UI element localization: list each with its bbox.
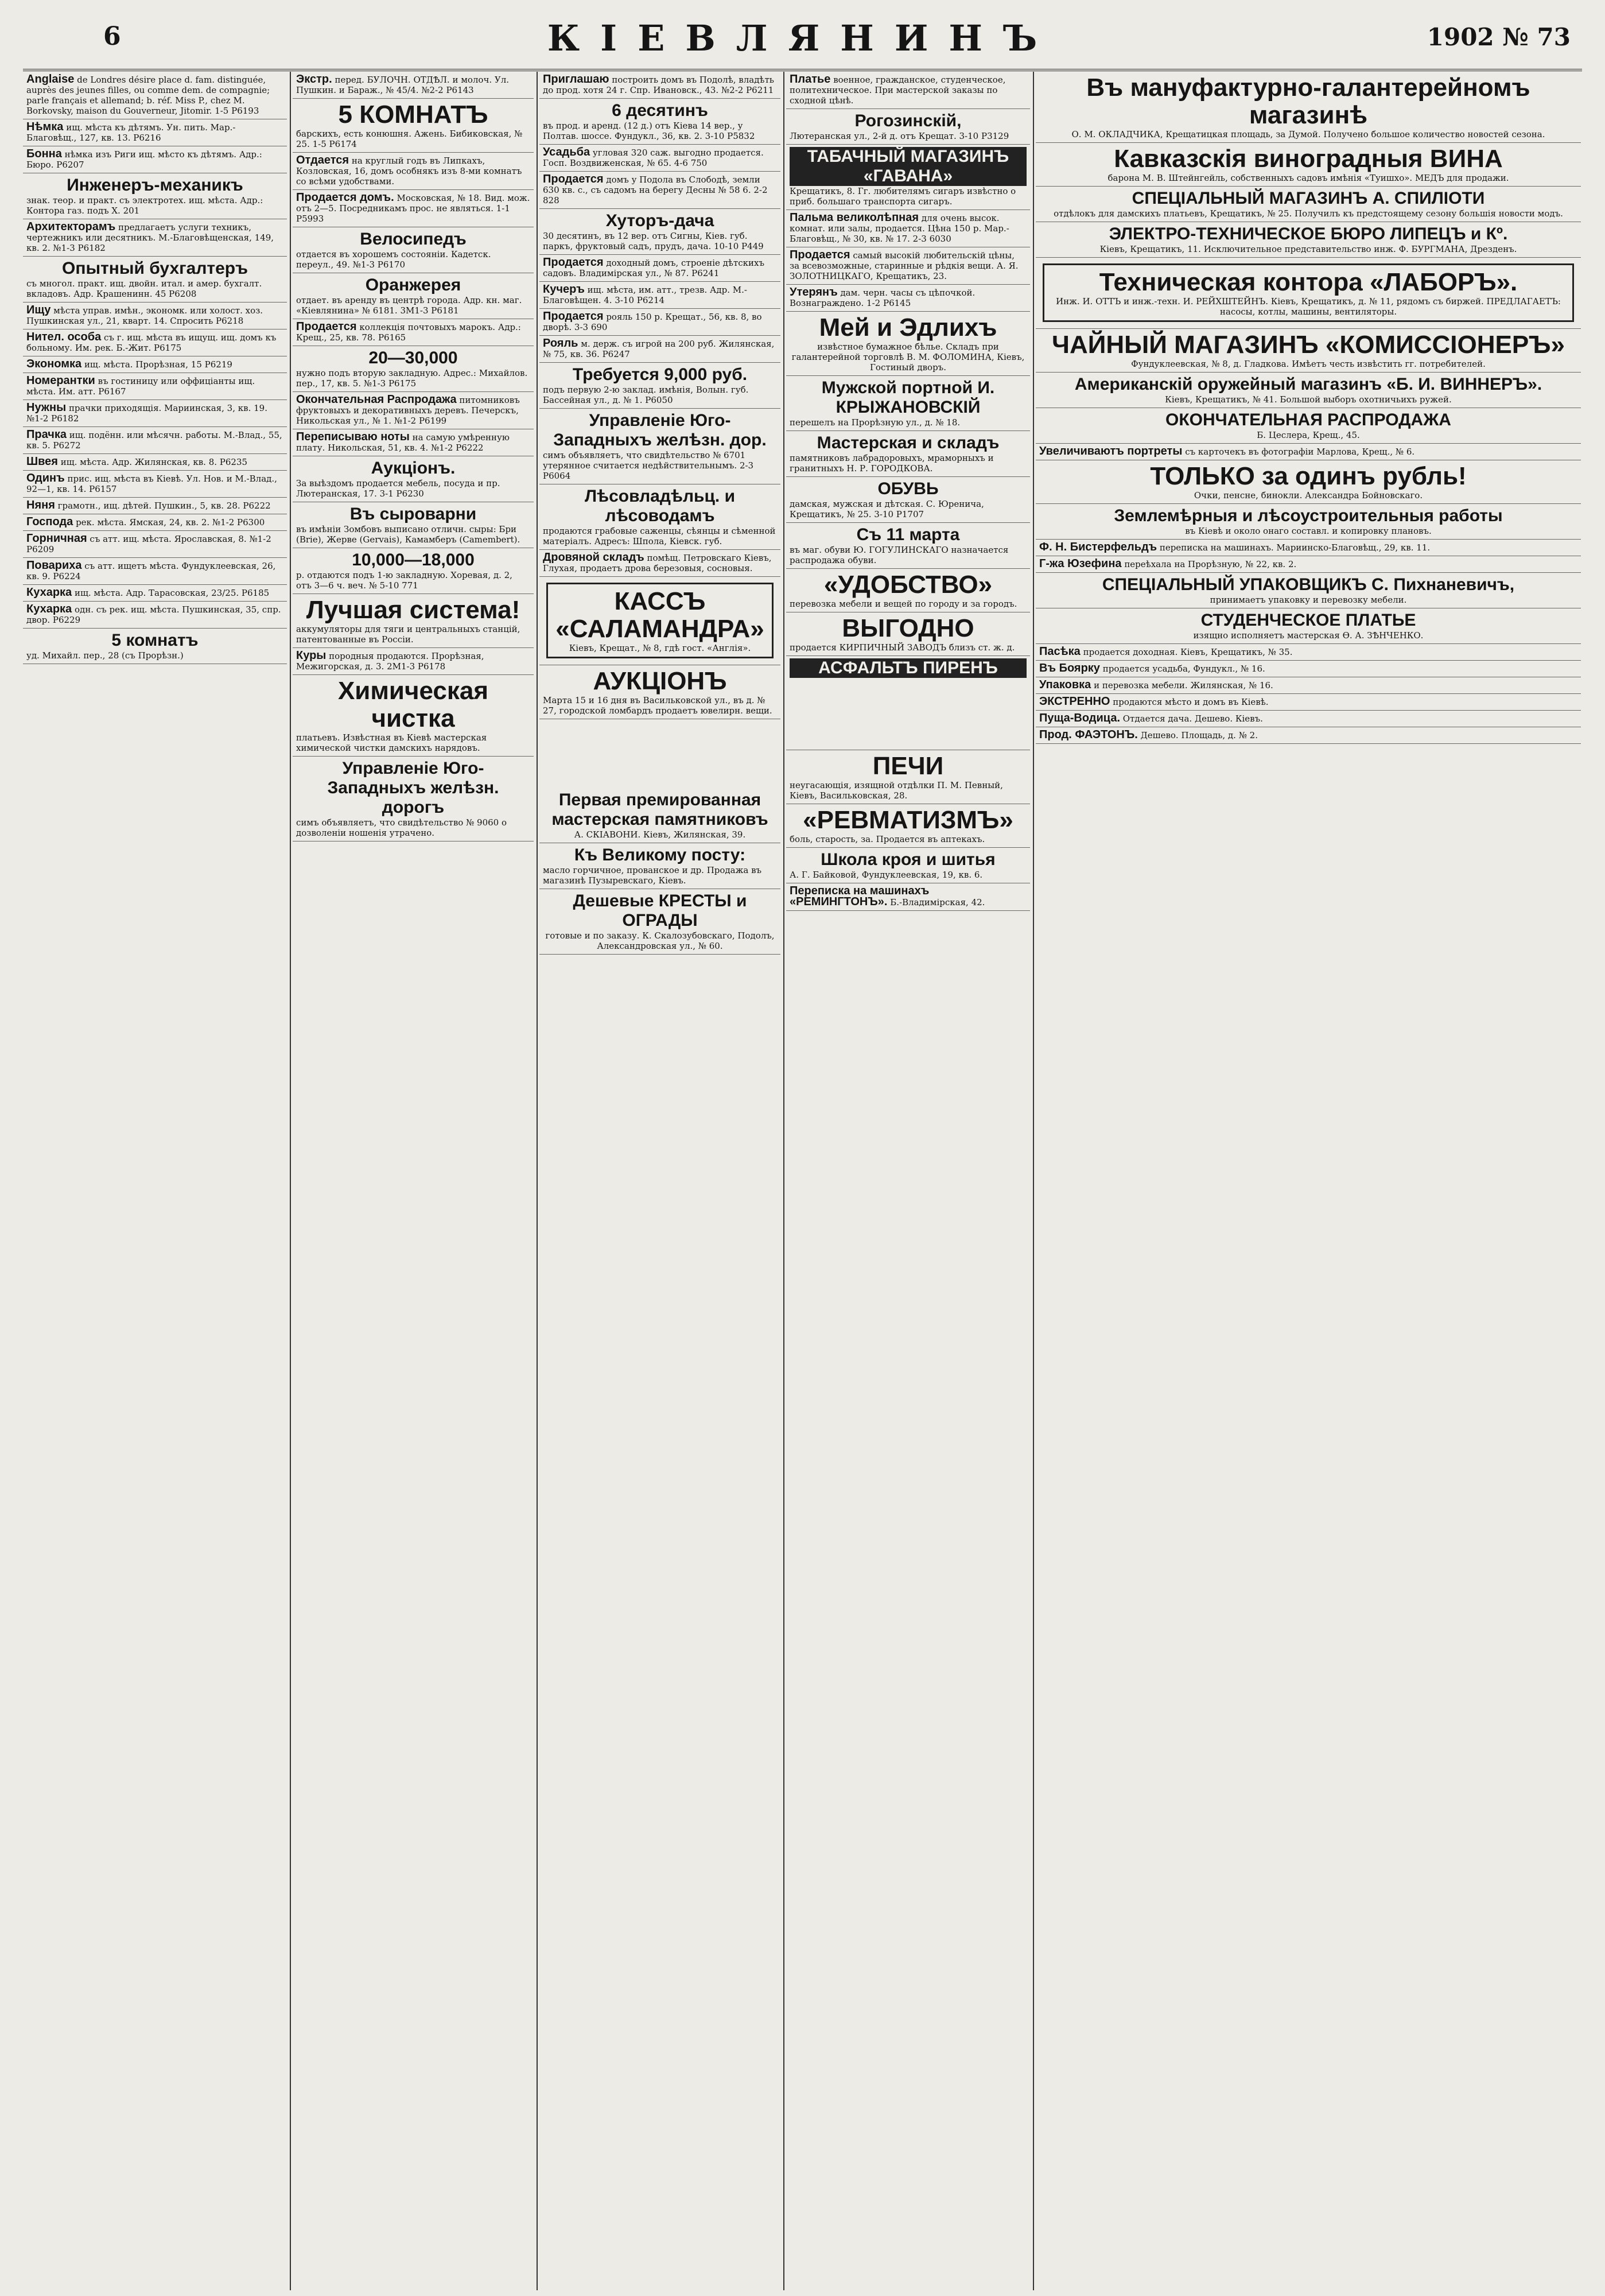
ad-block: Кавказскія виноградныя ВИНА барона М. В. Штейнгейль, собственныхъ садовъ имѣнія «Туишхо». МЕДЪ для продажи.	[1036, 143, 1581, 187]
ad-block: Пасѣка продается доходная. Кіевъ, Крещатикъ, № 35.	[1036, 644, 1581, 661]
ad-block: Продается рояль 150 р. Крещат., 56, кв. 8, во дворѣ. 3-3 690	[539, 309, 780, 336]
ad-block: Въ Боярку продается усадьба, Фундукл., № 16.	[1036, 661, 1581, 677]
ad-block: Продается доходный домъ, строеніе дѣтскихъ садовъ. Владимірская ул., № 87. Р6241	[539, 255, 780, 282]
ad-block: Повариха съ атт. ищетъ мѣста. Фундуклеевская, 26, кв. 9. Р6224	[23, 558, 287, 585]
column-rule	[1033, 72, 1034, 2290]
ad-block: Кухарка одн. съ рек. ищ. мѣста. Пушкинская, 35, спр. двор. Р6229	[23, 602, 287, 629]
ad-block: СТУДЕНЧЕСКОЕ ПЛАТЬЕ изящно исполняетъ мастерская Ѳ. А. ЗѢНЧЕНКО.	[1036, 608, 1581, 644]
ad-block: СПЕЦІАЛЬНЫЙ УПАКОВЩИКЪ С. Пихнаневичъ, принимаетъ упаковку и перевозку мебели.	[1036, 573, 1581, 608]
ad-block: Продается самый высокій любительскій цѣны, за всевозможные, старинные и рѣдкія вещи. А. Я. ЗОЛОТНИЦКАГО, Крещатикъ, 23.	[786, 247, 1030, 285]
ad-block: Нужны прачки приходящія. Мариинская, 3, кв. 19. №1-2 Р6182	[23, 400, 287, 427]
ad-block: ЭКСТРЕННО продаются мѣсто и домъ въ Кіевѣ.	[1036, 694, 1581, 711]
ad-block: ОБУВЬ дамская, мужская и дѣтская. С. Юренича, Крещатикъ, № 25. 3-10 Р1707	[786, 477, 1030, 523]
ad-block: Утерянъ дам. черн. часы съ цѣпочкой. Вознаграждено. 1-2 Р6145	[786, 285, 1030, 312]
ad-block: Велосипедъ отдается въ хорошемъ состояніи. Кадетск. переул., 49. №1-3 Р6170	[293, 227, 534, 273]
ad-block: Опытный бухгалтеръ съ многол. практ. ищ. двойн. итал. и амер. бухгалт. вкладовъ. Адр. Крашенинн. 45 Р6208	[23, 257, 287, 302]
ad-block: Продается домъ у Подола въ Слободѣ, земли 630 кв. с., съ садомъ на берегу Десны № 58 6. 2-2 828	[539, 172, 780, 209]
ad-block: Ищу мѣста управ. имѣн., экономк. или холост. хоз. Пушкинская ул., 21, кварт. 14. Спросить Р6218	[23, 302, 287, 329]
ad-block: Требуется 9,000 руб. подъ первую 2-ю заклад. имѣнія, Волын. губ. Бассейная ул., д. № 1. Р6050	[539, 363, 780, 409]
ad-block: Къ Великому посту: масло горчичное, прованское и др. Продажа въ магазинѣ Пузыревскаго, Кіевъ.	[539, 843, 780, 889]
ad-block: Лучшая система! аккумуляторы для тяги и центральныхъ станцій, патентованные въ Россіи.	[293, 594, 534, 648]
ad-block: Прод. ФАЭТОНЪ. Дешево. Площадь, д. № 2.	[1036, 727, 1581, 744]
ad-block: 20—30,000 нужно подъ вторую закладную. Адрес.: Михайлов. пер., 17, кв. 5. №1-3 Р6175	[293, 346, 534, 392]
ad-block: Куры породныя продаются. Прорѣзная, Межигорская, д. 3. 2М1-3 Р6178	[293, 648, 534, 675]
ad-block: Экстр. перед. БУЛОЧН. ОТДѢЛ. и молоч. Ул. Пушкин. и Бараж., № 45/4. №2-2 Р6143	[293, 72, 534, 99]
ad-block: Продается домъ. Московская, № 18. Вид. мож. отъ 2—5. Посредникамъ прос. не являться. 1-1 Р5993	[293, 190, 534, 227]
ad-block: Продается коллекція почтовыхъ марокъ. Адр.: Крещ., 25, кв. 78. Р6165	[293, 319, 534, 346]
masthead	[23, 11, 1582, 71]
ad-block: ПЕЧИ неугасающія, изящной отдѣлки П. М. Певный, Кіевъ, Васильковская, 28.	[786, 750, 1030, 804]
ad-block: Окончательная Распродажа питомниковъ фруктовыхъ и декоративныхъ деревъ. Печерскъ, Никольская ул., № 1. №1-2 Р6199	[293, 392, 534, 429]
ad-block: Оранжерея отдает. въ аренду въ центрѣ города. Адр. кн. маг. «Кіевлянина» № 6181. 3М1-3 Р6181	[293, 273, 534, 319]
ad-block: Дровяной складъ помѣщ. Петровскаго Кіевъ, Глухая, продаетъ дрова березовыя, сосновыя.	[539, 550, 780, 577]
ad-block: Кухарка ищ. мѣста. Адр. Тарасовская, 23/25. Р6185	[23, 585, 287, 602]
ad-block: Мужской портной И. КРЫЖАНОВСКІЙ перешелъ на Прорѣзную ул., д. № 18.	[786, 376, 1030, 431]
column-rule	[290, 72, 291, 2290]
ad-block: ЭЛЕКТРО-ТЕХНИЧЕСКОЕ БЮРО ЛИПЕЦЪ и Кº. Кіевъ, Крещатикъ, 11. Исключительное представительство инж. Ф. БУРГМАНА, Дрезденъ.	[1036, 222, 1581, 258]
ad-block: ОКОНЧАТЕЛЬНАЯ РАСПРОДАЖА Б. Цеслера, Крещ., 45.	[1036, 408, 1581, 444]
ad-block: Г-жа Юзефина переѣхала на Прорѣзную, № 22, кв. 2.	[1036, 556, 1581, 573]
ad-block: Приглашаю построить домъ въ Подолѣ, владѣть до прод. хотя 24 г. Спр. Ивановск., 43. №2-2 Р6211	[539, 72, 780, 99]
ad-block: 6 десятинъ въ прод. и аренд. (12 д.) отъ Кіева 14 вер., у Полтав. шоссе. Фундукл., 36, кв. 2. 3-10 Р5832	[539, 99, 780, 145]
ad-block: АСФАЛЬТЪ ПИРЕНЪ	[786, 656, 1030, 750]
ad-block: Бонна нѣмка изъ Риги ищ. мѣсто къ дѣтямъ. Адр.: Бюро. Р6207	[23, 146, 287, 173]
ad-block: Мей и Эдлихъ извѣстное бумажное бѣлье. Складъ при галантерейной торговлѣ В. М. ФОЛОМИНА, Кіевъ, Гостиный дворъ.	[786, 312, 1030, 376]
ad-block: Техническая контора «ЛАБОРЪ». Инж. И. ОТТЪ и инж.-техн. И. РЕЙХШТЕЙНЪ. Кіевъ, Крещатикъ, д. № 11, рядомъ съ биржей. ПРЕДЛАГАЕТЪ: насосы, котлы, машины, вентиляторы.	[1036, 258, 1581, 329]
ad-block: КАССЪ «САЛАМАНДРА» Кіевъ, Крещат., № 8, гдѣ гост. «Англія».	[539, 577, 780, 665]
ad-block: Увеличиваютъ портреты съ карточекъ въ фотографіи Марлова, Крещ., № 6.	[1036, 444, 1581, 460]
column-rule	[783, 72, 784, 2290]
ad-block: 5 комнатъ уд. Михайл. пер., 28 (съ Прорѣзн.)	[23, 629, 287, 664]
ad-block: Горничная съ атт. ищ. мѣста. Ярославская, 8. №1-2 Р6209	[23, 531, 287, 558]
ad-block: Прачка ищ. подённ. или мѣсячн. работы. М.-Влад., 55, кв. 5. Р6272	[23, 427, 287, 454]
ad-block: Переписываю ноты на самую умѣренную плату. Никольская, 51, кв. 4. №1-2 Р6222	[293, 429, 534, 456]
ad-block: Ф. Н. Бистерфельдъ переписка на машинахъ. Мариинско-Благовѣщ., 29, кв. 11.	[1036, 540, 1581, 556]
ad-block: «УДОБСТВО» перевозка мебели и вещей по городу и за городъ.	[786, 569, 1030, 612]
ad-block: Усадьба угловая 320 саж. выгодно продается. Госп. Воздвиженская, № 65. 4-6 750	[539, 145, 780, 172]
ad-block: Швея ищ. мѣста. Адр. Жилянская, кв. 8. Р6235	[23, 454, 287, 471]
ad-block: ТАБАЧНЫЙ МАГАЗИНЪ «ГАВАНА» Крещатикъ, 8. Гг. любителямъ сигаръ извѣстно о приб. большаго транспорта сигаръ.	[786, 145, 1030, 210]
ad-block: Американскій оружейный магазинъ «Б. И. ВИННЕРЪ». Кіевъ, Крещатикъ, № 41. Большой выборъ охотничьихъ ружей.	[1036, 373, 1581, 408]
ad-block: 5 КОМНАТЪ барскихъ, есть конюшня. Ажень. Бибиковская, № 25. 1-5 Р6174	[293, 99, 534, 153]
newspaper-title: КІЕВЛЯНИНЪ	[547, 17, 1058, 59]
ad-block: Химическая чистка платьевъ. Извѣстная въ Кіевѣ мастерская химической чистки дамскихъ нарядовъ.	[293, 675, 534, 757]
ad-block: Землемѣрныя и лѣсоустроительныя работы въ Кіевѣ и около онаго составл. и копировку плановъ.	[1036, 504, 1581, 540]
ad-block: 10,000—18,000 р. отдаются подъ 1-ю закладную. Хоревая, д. 2, отъ 3—6 ч. веч. № 5-10 771	[293, 548, 534, 594]
ad-block: Мастерская и складъ памятниковъ лабрадоровыхъ, мраморныхъ и гранитныхъ Н. Р. ГОРОДКОВА.	[786, 431, 1030, 477]
column-3	[539, 72, 780, 2290]
ad-block: Господа рек. мѣста. Ямская, 24, кв. 2. №1-2 Р6300	[23, 514, 287, 531]
column-rule	[537, 72, 538, 2290]
ad-block: АУКЦІОНЪ Марта 15 и 16 дня въ Васильковской ул., въ д. № 27, городской ломбардъ продаетъ ювелирн. вещи.	[539, 665, 780, 719]
ad-block: Рогозинскій, Лютеранская ул., 2-й д. отъ Крещат. 3-10 Р3129	[786, 109, 1030, 145]
ad-block: «РЕВМАТИЗМЪ» боль, старость, за. Продается въ аптекахъ.	[786, 804, 1030, 848]
ad-block: Рояль м. держ. съ игрой на 200 руб. Жилянская, № 75, кв. 36. Р6247	[539, 336, 780, 363]
ad-block: Платье военное, гражданское, студенческое, политехническое. При мастерской заказы по сходной цѣнѣ.	[786, 72, 1030, 109]
ad-block: Управленіе Юго-Западныхъ желѣзн. дорогъ симъ объявляетъ, что свидѣтельство № 9060 о дозволеніи ношенія утрачено.	[293, 757, 534, 841]
column-1	[23, 72, 287, 2290]
ad-block: ТОЛЬКО за одинъ рубль! Очки, пенсне, бинокли. Александра Бойновскаго.	[1036, 460, 1581, 504]
ad-block: Нѣмка ищ. мѣста къ дѣтямъ. Ун. пить. Мар.-Благовѣщ., 127, кв. 13. Р6216	[23, 119, 287, 146]
column-5	[1036, 72, 1581, 2290]
ad-block: Переписка на машинахъ «РЕМИНГТОНЪ». Б.-Владимірская, 42.	[786, 883, 1030, 911]
ad-block: Аукціонъ. За выѣздомъ продается мебель, посуда и пр. Лютеранская, 17. 3-1 Р6230	[293, 456, 534, 502]
ad-block: ВЫГОДНО продается КИРПИЧНЫЙ ЗАВОДЪ близъ ст. ж. д.	[786, 612, 1030, 656]
ad-block: Лѣсовладѣльц. и лѣсоводамъ продаются грабовые саженцы, сѣянцы и сѣменной матеріалъ. Адресъ: Шпола, Кіевск. губ.	[539, 484, 780, 550]
ad-block: Нител. особа съ г. ищ. мѣста въ ищущ. ищ. домъ къ больному. Им. рек. Б.-Жит. Р6175	[23, 329, 287, 356]
ad-block: Отдается на круглый годъ въ Липкахъ, Козловская, 16, домъ особнякъ изъ 8-ми комнатъ со всѣми удобствами.	[293, 153, 534, 190]
ad-block: Въ мануфактурно-галантерейномъ магазинѣ О. М. ОКЛАДЧИКА, Крещатицкая площадь, за Думой. Получено большое количество новостей сезона.	[1036, 72, 1581, 143]
ad-block: Управленіе Юго-Западныхъ желѣзн. дор. симъ объявляетъ, что свидѣтельство № 6701 утерянное считается недѣйствительнымъ. 2-3 Р6064	[539, 409, 780, 484]
column-4	[786, 72, 1030, 2290]
ad-block: Инженеръ-механикъ знак. теор. и практ. съ электротех. ищ. мѣста. Адр.: Контора газ. подъ Х. 201	[23, 173, 287, 219]
ad-block: Номерантки въ гостиницу или оффиціанты ищ. мѣста. Им. атт. Р6167	[23, 373, 287, 400]
ad-block: Съ 11 марта въ маг. обуви Ю. ГОГУЛИНСКАГО назначается распродажа обуви.	[786, 523, 1030, 569]
ad-block: Упаковка и перевозка мебели. Жилянская, № 16.	[1036, 677, 1581, 694]
ad-block: СПЕЦІАЛЬНЫЙ МАГАЗИНЪ А. СПИЛІОТИ отдѣлокъ для дамскихъ платьевъ, Крещатикъ, № 25. Получилъ къ предстоящему сезону большія новости модъ.	[1036, 187, 1581, 222]
ad-block: Архитекторамъ предлагаетъ услуги техникъ, чертежникъ или десятникъ. М.-Благовѣщенская, 149, кв. 2. №1-3 Р6182	[23, 219, 287, 257]
ad-block: Одинъ прис. ищ. мѣста въ Кіевѣ. Ул. Нов. и М.-Влад., 92—1, кв. 14. Р6157	[23, 471, 287, 498]
ad-block: Няня грамотн., ищ. дѣтей. Пушкин., 5, кв. 28. Р6222	[23, 498, 287, 514]
ad-block: Дешевые КРЕСТЫ и ОГРАДЫ готовые и по заказу. К. Скалозубовскаго, Подолъ, Александровская ул., № 60.	[539, 889, 780, 955]
issue-number: 1902 № 73	[1427, 23, 1571, 51]
ad-block: Экономка ищ. мѣста. Прорѣзная, 15 Р6219	[23, 356, 287, 373]
ad-block: Кучеръ ищ. мѣста, им. атт., трезв. Адр. М.-Благовѣщен. 4. 3-10 Р6214	[539, 282, 780, 309]
page-number: 6	[103, 22, 121, 51]
ad-block: Пальма великолѣпная для очень высок. комнат. или залы, продается. Цѣна 150 р. Мар.-Благовѣщ., № 30, кв. № 17. 2-3 6030	[786, 210, 1030, 247]
column-2	[293, 72, 534, 2290]
ad-block: Хуторъ-дача 30 десятинъ, въ 12 вер. отъ Сигны, Кіев. губ. паркъ, фруктовый садъ, прудъ, дача. 10-10 Р449	[539, 209, 780, 255]
ad-block: Школа кроя и шитья А. Г. Байковой, Фундуклеевская, 19, кв. 6.	[786, 848, 1030, 883]
ad-block: Пуща-Водица. Отдается дача. Дешево. Кіевъ.	[1036, 711, 1581, 727]
ad-block: ЧАЙНЫЙ МАГАЗИНЪ «КОМИССІОНЕРЪ» Фундуклеевская, № 8, д. Гладкова. Имѣетъ честь извѣстить гг. потребителей.	[1036, 329, 1581, 373]
ad-block: Въ сыроварни въ имѣніи Зомбовъ выписано отличн. сыры: Бри (Brie), Жерве (Gervais), Камамберъ (Camembert).	[293, 502, 534, 548]
ad-block: Первая премированная мастерская памятниковъ А. СКІАВОНИ. Кіевъ, Жилянская, 39.	[539, 719, 780, 843]
ad-block: Anglaise de Londres désire place d. fam. distinguée, auprès des jeunes filles, ou comme dem. de compagnie; parle français et allemand; b. réf. Miss P., chez M. Borkovsky, maison du Gouverneur, Jitomir. 1-5 Р6193	[23, 72, 287, 119]
